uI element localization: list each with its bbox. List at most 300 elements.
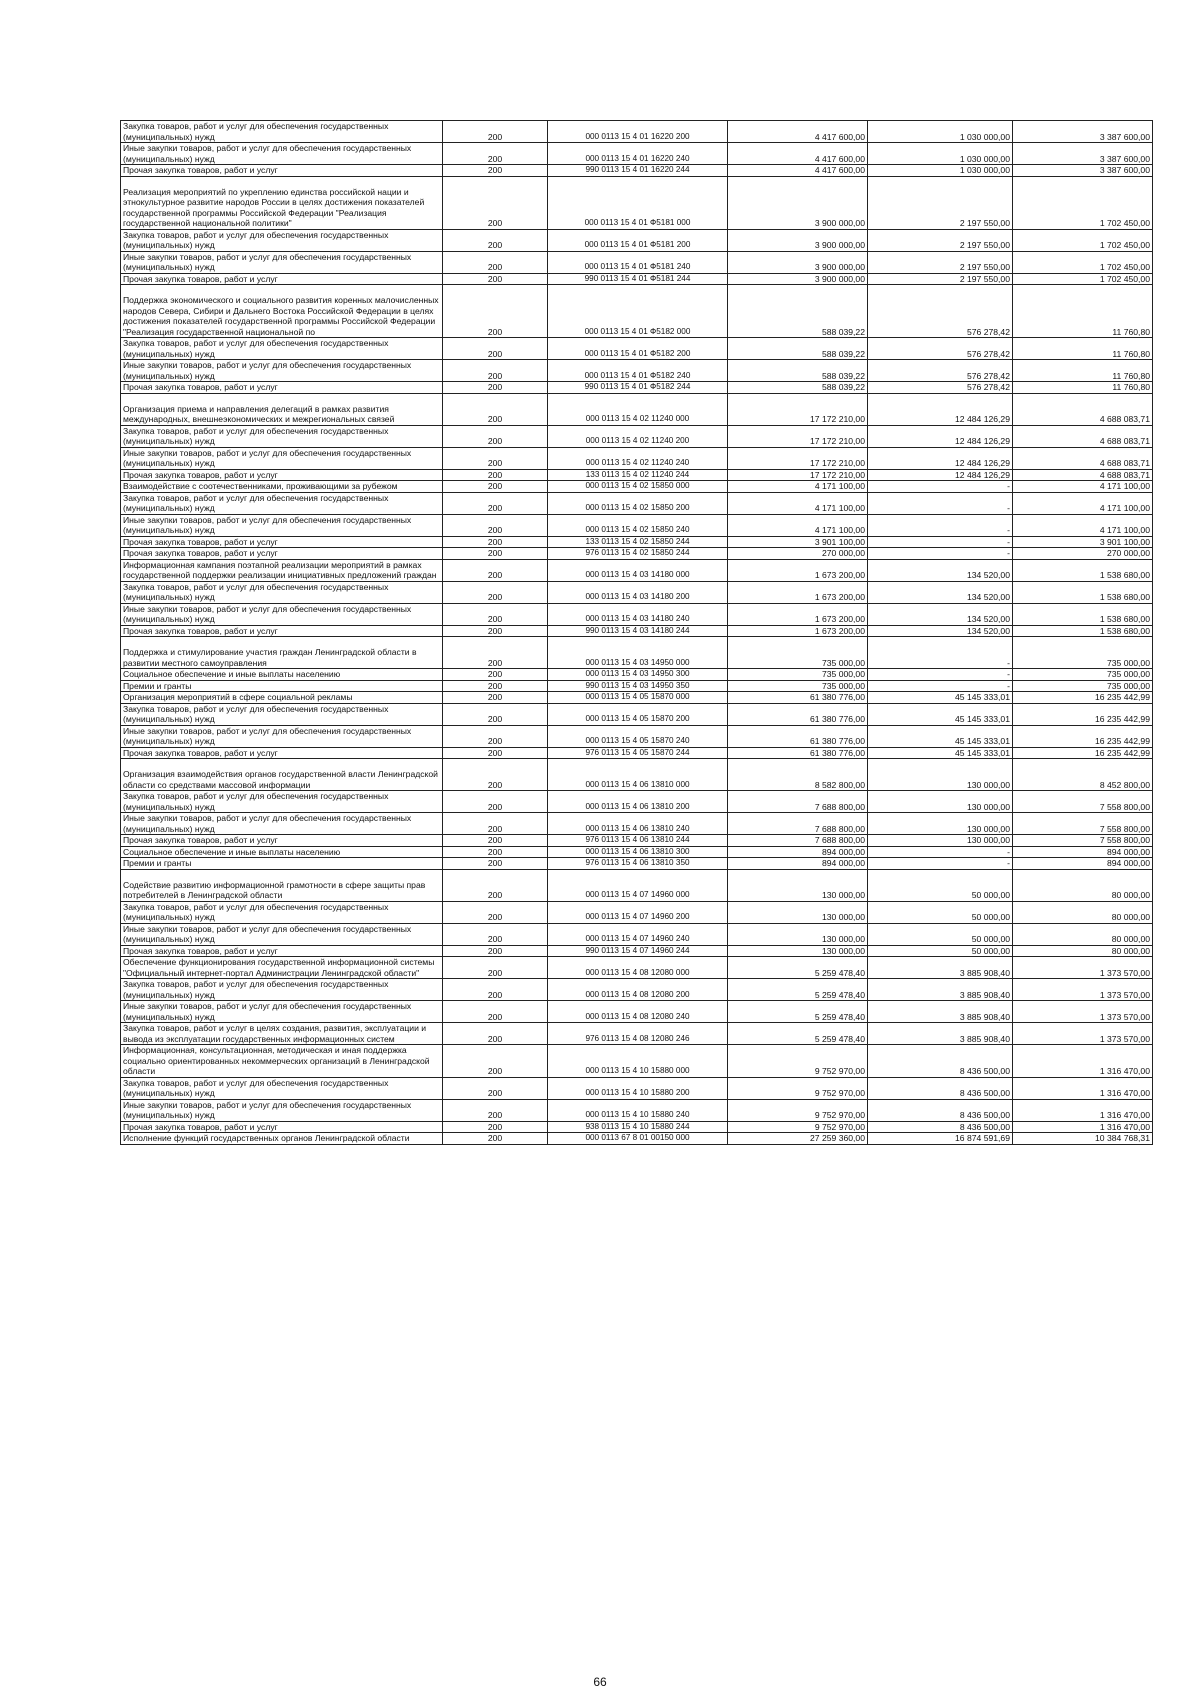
row-status-code: 200 [443, 536, 548, 548]
table-row [121, 703, 1153, 725]
row-classification-code: 000 0113 15 4 01 Ф5181 000 [548, 176, 728, 229]
row-classification-code: 976 0113 15 4 06 13810 244 [548, 835, 728, 847]
table-row [121, 979, 1153, 1001]
row-status-code: 200 [443, 625, 548, 637]
table-row [121, 1133, 1153, 1145]
table-row [121, 1099, 1153, 1121]
row-executed-amount: 576 278,42 [868, 382, 1013, 394]
row-approved-amount: 3 900 000,00 [728, 229, 868, 251]
row-executed-amount: 130 000,00 [868, 813, 1013, 835]
row-classification-code: 000 0113 15 4 03 14180 200 [548, 581, 728, 603]
row-unexecuted-amount: 7 558 800,00 [1013, 791, 1153, 813]
row-classification-code: 976 0113 15 4 08 12080 246 [548, 1023, 728, 1045]
table-row [121, 143, 1153, 165]
table-row [121, 813, 1153, 835]
row-approved-amount: 17 172 210,00 [728, 469, 868, 481]
row-unexecuted-amount: 1 316 470,00 [1013, 1077, 1153, 1099]
table-row [121, 121, 1153, 143]
row-name: Прочая закупка товаров, работ и услуг [121, 273, 443, 285]
row-name: Прочая закупка товаров, работ и услуг [121, 165, 443, 177]
row-status-code: 200 [443, 393, 548, 425]
table-row [121, 1121, 1153, 1133]
row-executed-amount: 130 000,00 [868, 759, 1013, 791]
row-classification-code: 990 0113 15 4 01 Ф5182 244 [548, 382, 728, 394]
row-executed-amount: 134 520,00 [868, 559, 1013, 581]
table-row [121, 559, 1153, 581]
row-executed-amount: 8 436 500,00 [868, 1077, 1013, 1099]
row-name: Иные закупки товаров, работ и услуг для обеспечения государственных (муниципальных) нужд [121, 251, 443, 273]
row-unexecuted-amount: 3 387 600,00 [1013, 165, 1153, 177]
row-unexecuted-amount: 7 558 800,00 [1013, 835, 1153, 847]
row-approved-amount: 588 039,22 [728, 338, 868, 360]
row-approved-amount: 3 900 000,00 [728, 251, 868, 273]
row-classification-code: 000 0113 15 4 07 14960 200 [548, 901, 728, 923]
row-approved-amount: 735 000,00 [728, 637, 868, 669]
row-unexecuted-amount: 1 702 450,00 [1013, 273, 1153, 285]
table-row [121, 759, 1153, 791]
row-status-code: 200 [443, 469, 548, 481]
row-name: Информационная кампания поэтапной реализации мероприятий в рамках государственной поддержки реализации инициативных предложений граждан [121, 559, 443, 581]
row-status-code: 200 [443, 338, 548, 360]
row-status-code: 200 [443, 869, 548, 901]
row-classification-code: 000 0113 15 4 02 15850 000 [548, 481, 728, 493]
row-name: Закупка товаров, работ и услуг для обеспечения государственных (муниципальных) нужд [121, 791, 443, 813]
row-approved-amount: 588 039,22 [728, 382, 868, 394]
row-name: Прочая закупка товаров, работ и услуг [121, 945, 443, 957]
row-classification-code: 000 0113 15 4 10 15880 200 [548, 1077, 728, 1099]
row-executed-amount: 12 484 126,29 [868, 425, 1013, 447]
row-executed-amount: - [868, 492, 1013, 514]
row-name: Реализация мероприятий по укреплению единства российской нации и этнокультурное развитие народов России в целях достижения показателей государственной программы Российской Федерации "Реализация государственной национальной политики" [121, 176, 443, 229]
row-status-code: 200 [443, 637, 548, 669]
row-unexecuted-amount: 1 538 680,00 [1013, 581, 1153, 603]
row-executed-amount: 130 000,00 [868, 835, 1013, 847]
row-classification-code: 000 0113 15 4 06 13810 000 [548, 759, 728, 791]
row-name: Исполнение функций государственных органов Ленинградской области [121, 1133, 443, 1145]
row-unexecuted-amount: 80 000,00 [1013, 923, 1153, 945]
row-name: Закупка товаров, работ и услуг для обеспечения государственных (муниципальных) нужд [121, 425, 443, 447]
row-approved-amount: 4 171 100,00 [728, 492, 868, 514]
row-classification-code: 000 0113 15 4 06 13810 240 [548, 813, 728, 835]
row-status-code: 200 [443, 121, 548, 143]
row-classification-code: 000 0113 15 4 08 12080 240 [548, 1001, 728, 1023]
row-classification-code: 000 0113 15 4 10 15880 000 [548, 1045, 728, 1078]
row-classification-code: 000 0113 15 4 01 Ф5182 240 [548, 360, 728, 382]
row-executed-amount: 50 000,00 [868, 923, 1013, 945]
row-unexecuted-amount: 735 000,00 [1013, 669, 1153, 681]
table-row [121, 165, 1153, 177]
row-unexecuted-amount: 1 316 470,00 [1013, 1099, 1153, 1121]
row-name: Иные закупки товаров, работ и услуг для обеспечения государственных (муниципальных) нужд [121, 923, 443, 945]
row-unexecuted-amount: 11 760,80 [1013, 338, 1153, 360]
row-executed-amount: 576 278,42 [868, 285, 1013, 338]
row-unexecuted-amount: 4 688 083,71 [1013, 469, 1153, 481]
row-status-code: 200 [443, 481, 548, 493]
table-row [121, 923, 1153, 945]
row-name: Иные закупки товаров, работ и услуг для обеспечения государственных (муниципальных) нужд [121, 514, 443, 536]
row-approved-amount: 7 688 800,00 [728, 791, 868, 813]
row-unexecuted-amount: 3 387 600,00 [1013, 121, 1153, 143]
row-executed-amount: - [868, 536, 1013, 548]
row-unexecuted-amount: 1 373 570,00 [1013, 1023, 1153, 1045]
row-name: Закупка товаров, работ и услуг для обеспечения государственных (муниципальных) нужд [121, 121, 443, 143]
row-classification-code: 000 0113 15 4 03 14180 000 [548, 559, 728, 581]
row-unexecuted-amount: 16 235 442,99 [1013, 692, 1153, 704]
row-name: Закупка товаров, работ и услуг для обеспечения государственных (муниципальных) нужд [121, 581, 443, 603]
row-executed-amount: - [868, 669, 1013, 681]
row-status-code: 200 [443, 703, 548, 725]
table-row [121, 637, 1153, 669]
row-name: Социальное обеспечение и иные выплаты населению [121, 669, 443, 681]
row-approved-amount: 61 380 776,00 [728, 725, 868, 747]
table-row [121, 858, 1153, 870]
table-row [121, 1045, 1153, 1078]
row-unexecuted-amount: 4 171 100,00 [1013, 514, 1153, 536]
table-row [121, 492, 1153, 514]
row-status-code: 200 [443, 901, 548, 923]
table-row [121, 791, 1153, 813]
table-row [121, 481, 1153, 493]
table-row [121, 176, 1153, 229]
row-classification-code: 000 0113 15 4 01 Ф5182 200 [548, 338, 728, 360]
row-unexecuted-amount: 4 688 083,71 [1013, 425, 1153, 447]
row-classification-code: 000 0113 15 4 01 16220 200 [548, 121, 728, 143]
row-name: Закупка товаров, работ и услуг для обеспечения государственных (муниципальных) нужд [121, 901, 443, 923]
row-status-code: 200 [443, 923, 548, 945]
table-row [121, 869, 1153, 901]
row-approved-amount: 1 673 200,00 [728, 581, 868, 603]
row-classification-code: 000 0113 15 4 01 Ф5181 200 [548, 229, 728, 251]
row-status-code: 200 [443, 425, 548, 447]
row-classification-code: 000 0113 15 4 06 13810 200 [548, 791, 728, 813]
row-approved-amount: 17 172 210,00 [728, 393, 868, 425]
table-row [121, 669, 1153, 681]
row-name: Закупка товаров, работ и услуг для обеспечения государственных (муниципальных) нужд [121, 229, 443, 251]
table-row [121, 835, 1153, 847]
row-approved-amount: 130 000,00 [728, 923, 868, 945]
row-status-code: 200 [443, 559, 548, 581]
table-row [121, 273, 1153, 285]
row-approved-amount: 894 000,00 [728, 846, 868, 858]
row-status-code: 200 [443, 251, 548, 273]
row-status-code: 200 [443, 360, 548, 382]
row-classification-code: 000 0113 15 4 01 Ф5181 240 [548, 251, 728, 273]
row-status-code: 200 [443, 979, 548, 1001]
row-status-code: 200 [443, 581, 548, 603]
row-classification-code: 000 0113 15 4 08 12080 200 [548, 979, 728, 1001]
row-classification-code: 000 0113 15 4 07 14960 000 [548, 869, 728, 901]
row-executed-amount: 134 520,00 [868, 581, 1013, 603]
row-name: Закупка товаров, работ и услуг для обеспечения государственных (муниципальных) нужд [121, 1077, 443, 1099]
row-executed-amount: 3 885 908,40 [868, 957, 1013, 979]
table-row [121, 725, 1153, 747]
row-classification-code: 976 0113 15 4 05 15870 244 [548, 747, 728, 759]
row-unexecuted-amount: 4 171 100,00 [1013, 492, 1153, 514]
row-name: Содействие развитию информационной грамотности в сфере защиты прав потребителей в Ленинградской области [121, 869, 443, 901]
row-unexecuted-amount: 80 000,00 [1013, 945, 1153, 957]
row-approved-amount: 61 380 776,00 [728, 747, 868, 759]
row-status-code: 200 [443, 1077, 548, 1099]
row-unexecuted-amount: 16 235 442,99 [1013, 747, 1153, 759]
row-unexecuted-amount: 4 688 083,71 [1013, 393, 1153, 425]
row-classification-code: 000 0113 15 4 03 14950 300 [548, 669, 728, 681]
row-approved-amount: 17 172 210,00 [728, 447, 868, 469]
row-name: Иные закупки товаров, работ и услуг для обеспечения государственных (муниципальных) нужд [121, 813, 443, 835]
table-row [121, 680, 1153, 692]
table-row [121, 1077, 1153, 1099]
row-status-code: 200 [443, 1023, 548, 1045]
row-unexecuted-amount: 1 373 570,00 [1013, 979, 1153, 1001]
row-approved-amount: 9 752 970,00 [728, 1077, 868, 1099]
row-approved-amount: 4 417 600,00 [728, 165, 868, 177]
row-approved-amount: 5 259 478,40 [728, 1023, 868, 1045]
row-name: Организация приема и направления делегаций в рамках развития международных, внешнеэкономических и межрегиональных связей [121, 393, 443, 425]
row-status-code: 200 [443, 791, 548, 813]
row-executed-amount: 1 030 000,00 [868, 165, 1013, 177]
row-classification-code: 000 0113 67 8 01 00150 000 [548, 1133, 728, 1145]
row-executed-amount: - [868, 481, 1013, 493]
row-classification-code: 000 0113 15 4 01 16220 240 [548, 143, 728, 165]
row-executed-amount: 50 000,00 [868, 869, 1013, 901]
row-name: Организация мероприятий в сфере социальной рекламы [121, 692, 443, 704]
row-executed-amount: 12 484 126,29 [868, 447, 1013, 469]
row-approved-amount: 7 688 800,00 [728, 813, 868, 835]
row-executed-amount: - [868, 680, 1013, 692]
row-name: Иные закупки товаров, работ и услуг для обеспечения государственных (муниципальных) нужд [121, 603, 443, 625]
row-executed-amount: 2 197 550,00 [868, 229, 1013, 251]
row-approved-amount: 61 380 776,00 [728, 703, 868, 725]
page-number: 66 [593, 1675, 607, 1689]
row-classification-code: 976 0113 15 4 06 13810 350 [548, 858, 728, 870]
row-approved-amount: 4 171 100,00 [728, 481, 868, 493]
row-approved-amount: 130 000,00 [728, 945, 868, 957]
table-row [121, 229, 1153, 251]
table-row [121, 382, 1153, 394]
row-name: Поддержка и стимулирование участия граждан Ленинградской области в развитии местного самоуправления [121, 637, 443, 669]
row-approved-amount: 894 000,00 [728, 858, 868, 870]
row-executed-amount: 12 484 126,29 [868, 469, 1013, 481]
row-classification-code: 000 0113 15 4 05 15870 200 [548, 703, 728, 725]
row-status-code: 200 [443, 165, 548, 177]
row-approved-amount: 7 688 800,00 [728, 835, 868, 847]
row-classification-code: 000 0113 15 4 03 14180 240 [548, 603, 728, 625]
row-approved-amount: 588 039,22 [728, 285, 868, 338]
row-status-code: 200 [443, 229, 548, 251]
row-approved-amount: 1 673 200,00 [728, 625, 868, 637]
row-executed-amount: 45 145 333,01 [868, 692, 1013, 704]
row-executed-amount: 3 885 908,40 [868, 1023, 1013, 1045]
row-unexecuted-amount: 735 000,00 [1013, 637, 1153, 669]
row-executed-amount: - [868, 858, 1013, 870]
row-executed-amount: 3 885 908,40 [868, 979, 1013, 1001]
row-classification-code: 133 0113 15 4 02 11240 244 [548, 469, 728, 481]
row-status-code: 200 [443, 1099, 548, 1121]
row-name: Закупка товаров, работ и услуг для обеспечения государственных (муниципальных) нужд [121, 338, 443, 360]
row-approved-amount: 270 000,00 [728, 548, 868, 560]
row-approved-amount: 1 673 200,00 [728, 603, 868, 625]
table-row [121, 285, 1153, 338]
row-approved-amount: 9 752 970,00 [728, 1045, 868, 1078]
row-name: Иные закупки товаров, работ и услуг для обеспечения государственных (муниципальных) нужд [121, 447, 443, 469]
row-name: Иные закупки товаров, работ и услуг для обеспечения государственных (муниципальных) нужд [121, 143, 443, 165]
row-name: Иные закупки товаров, работ и услуг для обеспечения государственных (муниципальных) нужд [121, 725, 443, 747]
row-status-code: 200 [443, 957, 548, 979]
row-classification-code: 000 0113 15 4 07 14960 240 [548, 923, 728, 945]
row-classification-code: 938 0113 15 4 10 15880 244 [548, 1121, 728, 1133]
table-row [121, 338, 1153, 360]
row-name: Прочая закупка товаров, работ и услуг [121, 382, 443, 394]
table-row [121, 251, 1153, 273]
row-status-code: 200 [443, 858, 548, 870]
row-approved-amount: 3 900 000,00 [728, 273, 868, 285]
row-name: Обеспечение функционирования государственной информационной системы "Официальный интернет-портал Администрации Ленинградской области" [121, 957, 443, 979]
row-unexecuted-amount: 4 688 083,71 [1013, 447, 1153, 469]
row-executed-amount: 45 145 333,01 [868, 703, 1013, 725]
row-executed-amount: 134 520,00 [868, 603, 1013, 625]
row-executed-amount: 45 145 333,01 [868, 725, 1013, 747]
row-approved-amount: 9 752 970,00 [728, 1121, 868, 1133]
row-status-code: 200 [443, 548, 548, 560]
row-classification-code: 990 0113 15 4 07 14960 244 [548, 945, 728, 957]
row-name: Прочая закупка товаров, работ и услуг [121, 835, 443, 847]
row-status-code: 200 [443, 669, 548, 681]
row-status-code: 200 [443, 382, 548, 394]
row-classification-code: 976 0113 15 4 02 15850 244 [548, 548, 728, 560]
row-executed-amount: 45 145 333,01 [868, 747, 1013, 759]
row-unexecuted-amount: 1 538 680,00 [1013, 559, 1153, 581]
row-name: Социальное обеспечение и иные выплаты населению [121, 846, 443, 858]
row-unexecuted-amount: 11 760,80 [1013, 382, 1153, 394]
row-approved-amount: 8 582 800,00 [728, 759, 868, 791]
row-status-code: 200 [443, 514, 548, 536]
row-executed-amount: 3 885 908,40 [868, 1001, 1013, 1023]
row-classification-code: 990 0113 15 4 03 14950 350 [548, 680, 728, 692]
table-row [121, 469, 1153, 481]
row-classification-code: 133 0113 15 4 02 15850 244 [548, 536, 728, 548]
row-executed-amount: 8 436 500,00 [868, 1121, 1013, 1133]
row-name: Организация взаимодействия органов государственной власти Ленинградской области со средствами массовой информации [121, 759, 443, 791]
row-name: Прочая закупка товаров, работ и услуг [121, 747, 443, 759]
row-unexecuted-amount: 894 000,00 [1013, 846, 1153, 858]
row-unexecuted-amount: 7 558 800,00 [1013, 813, 1153, 835]
row-classification-code: 000 0113 15 4 02 11240 240 [548, 447, 728, 469]
row-status-code: 200 [443, 1133, 548, 1145]
row-status-code: 200 [443, 285, 548, 338]
row-unexecuted-amount: 1 316 470,00 [1013, 1121, 1153, 1133]
row-approved-amount: 130 000,00 [728, 869, 868, 901]
row-executed-amount: 2 197 550,00 [868, 273, 1013, 285]
table-row [121, 846, 1153, 858]
table-row [121, 603, 1153, 625]
row-name: Поддержка экономического и социального развития коренных малочисленных народов Севера, Сибири и Дальнего Востока Российской Федерации в целях достижения показателей государственной программы Российской Федерации "Реализация государственной национальной по [121, 285, 443, 338]
row-classification-code: 000 0113 15 4 05 15870 000 [548, 692, 728, 704]
row-approved-amount: 588 039,22 [728, 360, 868, 382]
row-executed-amount: 8 436 500,00 [868, 1099, 1013, 1121]
row-executed-amount: - [868, 637, 1013, 669]
row-executed-amount: 50 000,00 [868, 901, 1013, 923]
row-name: Иные закупки товаров, работ и услуг для обеспечения государственных (муниципальных) нужд [121, 360, 443, 382]
row-approved-amount: 1 673 200,00 [728, 559, 868, 581]
row-approved-amount: 5 259 478,40 [728, 1001, 868, 1023]
table-row [121, 548, 1153, 560]
row-name: Взаимодействие с соотечественниками, проживающими за рубежом [121, 481, 443, 493]
row-status-code: 200 [443, 176, 548, 229]
table-row [121, 957, 1153, 979]
row-executed-amount: - [868, 548, 1013, 560]
row-name: Прочая закупка товаров, работ и услуг [121, 548, 443, 560]
row-classification-code: 000 0113 15 4 08 12080 000 [548, 957, 728, 979]
table-row [121, 945, 1153, 957]
table-row [121, 393, 1153, 425]
row-status-code: 200 [443, 603, 548, 625]
row-approved-amount: 3 901 100,00 [728, 536, 868, 548]
row-unexecuted-amount: 1 702 450,00 [1013, 229, 1153, 251]
row-unexecuted-amount: 1 538 680,00 [1013, 603, 1153, 625]
row-executed-amount: - [868, 514, 1013, 536]
row-approved-amount: 27 259 360,00 [728, 1133, 868, 1145]
row-status-code: 200 [443, 725, 548, 747]
row-unexecuted-amount: 16 235 442,99 [1013, 725, 1153, 747]
row-approved-amount: 5 259 478,40 [728, 957, 868, 979]
row-unexecuted-amount: 3 901 100,00 [1013, 536, 1153, 548]
row-unexecuted-amount: 11 760,80 [1013, 360, 1153, 382]
row-approved-amount: 4 171 100,00 [728, 514, 868, 536]
row-executed-amount: 12 484 126,29 [868, 393, 1013, 425]
row-unexecuted-amount: 11 760,80 [1013, 285, 1153, 338]
row-executed-amount: 1 030 000,00 [868, 121, 1013, 143]
row-classification-code: 990 0113 15 4 01 16220 244 [548, 165, 728, 177]
row-name: Закупка товаров, работ и услуг для обеспечения государственных (муниципальных) нужд [121, 703, 443, 725]
row-name: Закупка товаров, работ и услуг для обеспечения государственных (муниципальных) нужд [121, 492, 443, 514]
row-unexecuted-amount: 1 373 570,00 [1013, 1001, 1153, 1023]
row-unexecuted-amount: 735 000,00 [1013, 680, 1153, 692]
row-unexecuted-amount: 16 235 442,99 [1013, 703, 1153, 725]
table-row [121, 447, 1153, 469]
row-classification-code: 000 0113 15 4 02 11240 000 [548, 393, 728, 425]
row-name: Премии и гранты [121, 680, 443, 692]
row-unexecuted-amount: 1 538 680,00 [1013, 625, 1153, 637]
row-classification-code: 000 0113 15 4 03 14950 000 [548, 637, 728, 669]
row-name: Прочая закупка товаров, работ и услуг [121, 1121, 443, 1133]
row-unexecuted-amount: 270 000,00 [1013, 548, 1153, 560]
row-status-code: 200 [443, 1045, 548, 1078]
row-classification-code: 000 0113 15 4 01 Ф5182 000 [548, 285, 728, 338]
row-status-code: 200 [443, 273, 548, 285]
table-row [121, 625, 1153, 637]
table-row [121, 425, 1153, 447]
row-name: Прочая закупка товаров, работ и услуг [121, 625, 443, 637]
row-executed-amount: 1 030 000,00 [868, 143, 1013, 165]
row-classification-code: 000 0113 15 4 05 15870 240 [548, 725, 728, 747]
row-name: Прочая закупка товаров, работ и услуг [121, 469, 443, 481]
row-approved-amount: 17 172 210,00 [728, 425, 868, 447]
row-unexecuted-amount: 3 387 600,00 [1013, 143, 1153, 165]
row-classification-code: 000 0113 15 4 06 13810 300 [548, 846, 728, 858]
row-status-code: 200 [443, 447, 548, 469]
row-classification-code: 990 0113 15 4 03 14180 244 [548, 625, 728, 637]
row-unexecuted-amount: 1 373 570,00 [1013, 957, 1153, 979]
row-executed-amount: 50 000,00 [868, 945, 1013, 957]
row-name: Закупка товаров, работ и услуг для обеспечения государственных (муниципальных) нужд [121, 979, 443, 1001]
table-row [121, 514, 1153, 536]
row-approved-amount: 5 259 478,40 [728, 979, 868, 1001]
row-classification-code: 000 0113 15 4 02 11240 200 [548, 425, 728, 447]
row-unexecuted-amount: 8 452 800,00 [1013, 759, 1153, 791]
row-unexecuted-amount: 80 000,00 [1013, 901, 1153, 923]
row-name: Информационная, консультационная, методическая и иная поддержка социально ориентированных некоммерческих организаций в Ленинградской области [121, 1045, 443, 1078]
row-status-code: 200 [443, 813, 548, 835]
row-unexecuted-amount: 10 384 768,31 [1013, 1133, 1153, 1145]
